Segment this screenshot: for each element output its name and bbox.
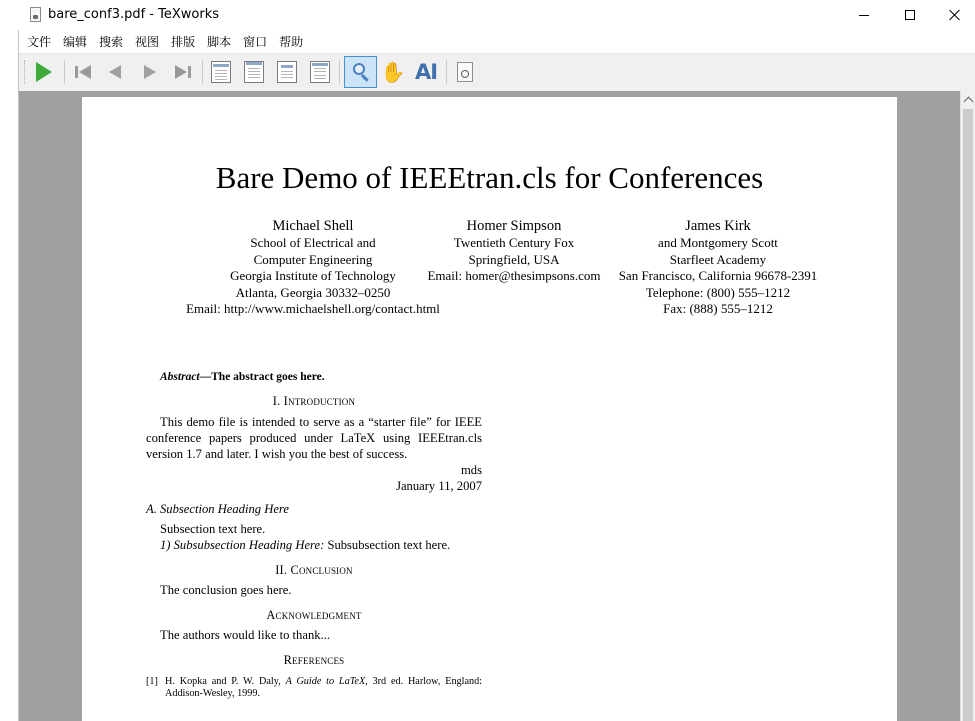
author-address: Springfield, USA bbox=[468, 251, 560, 267]
author-email: Email: homer@thesimpsons.com bbox=[427, 268, 601, 284]
fit-width-button[interactable] bbox=[239, 57, 269, 87]
hand-icon: ✋ bbox=[380, 60, 406, 84]
play-icon bbox=[36, 62, 52, 82]
maximize-button[interactable] bbox=[887, 0, 933, 30]
section-heading-introduction: I. Introduction bbox=[272, 394, 356, 408]
last-page-button[interactable] bbox=[168, 57, 198, 87]
menu-typeset[interactable]: 排版 bbox=[171, 35, 196, 49]
scroll-thumb[interactable] bbox=[963, 109, 973, 721]
find-icon bbox=[457, 62, 473, 82]
scroll-hand-button[interactable] bbox=[378, 57, 408, 87]
minimize-button[interactable] bbox=[841, 0, 887, 30]
subsection-text: Subsection text here. bbox=[160, 522, 266, 536]
magnify-button[interactable] bbox=[344, 56, 377, 88]
reference-details: , 3rd ed. Harlow, England: Addison-Wesley, 1999. bbox=[165, 676, 483, 699]
author-affiliation: Georgia Institute of Technology bbox=[230, 268, 396, 284]
close-button[interactable] bbox=[932, 0, 975, 30]
section-heading-acknowledgment: Acknowledgment bbox=[266, 608, 362, 622]
page-view-icon bbox=[244, 61, 264, 83]
author-address: San Francisco, California 96678-2391 bbox=[618, 268, 818, 284]
select-text-button[interactable] bbox=[411, 57, 441, 87]
menu-bar bbox=[19, 31, 975, 53]
toolbar-separator bbox=[64, 60, 65, 84]
window-title: bare_conf3.pdf - TeXworks bbox=[48, 7, 219, 22]
pdf-document-icon bbox=[30, 7, 41, 22]
section-heading-references: References bbox=[283, 653, 345, 667]
magnify-icon bbox=[351, 62, 371, 82]
menu-scripts[interactable]: 脚本 bbox=[207, 35, 232, 49]
next-page-button[interactable] bbox=[134, 57, 164, 87]
reference-body bbox=[146, 676, 482, 699]
menu-window[interactable]: 窗口 bbox=[243, 35, 268, 49]
author-affiliation: Computer Engineering bbox=[253, 251, 373, 267]
toolbar-separator bbox=[202, 60, 203, 84]
introduction-paragraph bbox=[146, 414, 482, 462]
toolbar bbox=[19, 54, 975, 91]
fit-page-button[interactable] bbox=[272, 57, 302, 87]
author-block bbox=[602, 218, 834, 318]
minimize-icon bbox=[859, 15, 869, 16]
reference-book-title: A Guide to LaTeX bbox=[285, 676, 366, 687]
menu-help[interactable]: 帮助 bbox=[279, 35, 304, 49]
scroll-up-arrow-icon[interactable] bbox=[961, 91, 975, 108]
subsubsection-heading: 1) Subsubsection Heading Here: bbox=[160, 538, 325, 552]
section-heading-conclusion: II. Conclusion bbox=[275, 563, 353, 577]
toolbar-separator bbox=[446, 60, 447, 84]
menu-search[interactable]: 搜索 bbox=[99, 35, 124, 49]
introduction-text-before: This demo file is intended to serve as a “starter file” for IEEE conference papers produced under bbox=[146, 415, 482, 445]
author-address: Atlanta, Georgia 30332–0250 bbox=[235, 284, 391, 300]
author-affiliation: Starfleet Academy bbox=[669, 251, 767, 267]
author-affiliation: School of Electrical and bbox=[250, 235, 376, 250]
toolbar-separator bbox=[339, 60, 340, 84]
author-fax: Fax: (888) 555–1212 bbox=[663, 301, 773, 317]
date: January 11, 2007 bbox=[396, 479, 482, 493]
vertical-scrollbar[interactable] bbox=[960, 91, 975, 721]
author-name: Michael Shell bbox=[272, 218, 354, 234]
abstract-text: The abstract goes here. bbox=[211, 371, 325, 383]
reference-number: [1] bbox=[146, 676, 158, 687]
subsection-heading: A. Subsection Heading Here bbox=[146, 502, 289, 516]
abstract bbox=[160, 371, 325, 383]
paper-title: Bare Demo of IEEEtran.cls for Conferences bbox=[215, 160, 764, 195]
pdf-viewer[interactable] bbox=[19, 91, 960, 721]
author-block bbox=[414, 218, 614, 285]
maximize-icon bbox=[905, 10, 915, 20]
author-email: Email: http://www.michaelshell.org/contact.html bbox=[186, 301, 440, 317]
author-affiliation: Twentieth Century Fox bbox=[453, 235, 575, 250]
subsubsection-text: Subsubsection text here. bbox=[327, 538, 451, 552]
signature: mds bbox=[461, 463, 482, 477]
abstract-dash: — bbox=[199, 371, 212, 383]
find-button[interactable] bbox=[450, 57, 480, 87]
menu-file[interactable]: 文件 bbox=[27, 35, 52, 49]
pdf-page[interactable] bbox=[82, 97, 897, 721]
latex-logo: LaTeX bbox=[340, 431, 376, 445]
typeset-button[interactable] bbox=[29, 57, 59, 87]
page-view-icon bbox=[277, 61, 297, 83]
last-page-icon bbox=[174, 65, 192, 79]
menu-view[interactable]: 视图 bbox=[135, 35, 160, 49]
reference-authors: H. Kopka and P. W. Daly, bbox=[165, 676, 286, 687]
first-page-button[interactable] bbox=[68, 57, 98, 87]
abstract-label: Abstract bbox=[160, 371, 200, 383]
toolbar-grip[interactable] bbox=[24, 60, 25, 84]
actual-size-button[interactable] bbox=[206, 57, 236, 87]
page-view-icon bbox=[310, 61, 330, 83]
page-view-icon bbox=[211, 61, 231, 83]
continuous-scroll-button[interactable] bbox=[305, 57, 335, 87]
menu-edit[interactable]: 编辑 bbox=[63, 35, 88, 49]
author-phone: Telephone: (800) 555–1212 bbox=[645, 284, 791, 300]
next-page-icon bbox=[140, 65, 158, 79]
author-name: James Kirk bbox=[685, 218, 751, 234]
title-bar bbox=[0, 0, 975, 30]
reference-item bbox=[146, 676, 482, 699]
select-text-icon: AI bbox=[414, 60, 438, 84]
introduction-text-after: using IEEEtran.cls version 1.7 and later. I wish you the best of success. bbox=[146, 431, 482, 461]
subsubsection bbox=[160, 538, 450, 553]
previous-page-icon bbox=[107, 65, 125, 79]
author-affiliation: and Montgomery Scott bbox=[658, 235, 778, 250]
previous-page-button[interactable] bbox=[101, 57, 131, 87]
acknowledgment-text: The authors would like to thank... bbox=[160, 628, 330, 642]
author-name: Homer Simpson bbox=[466, 218, 562, 234]
first-page-icon bbox=[74, 65, 92, 79]
close-icon bbox=[949, 9, 961, 21]
conclusion-text: The conclusion goes here. bbox=[160, 583, 292, 597]
